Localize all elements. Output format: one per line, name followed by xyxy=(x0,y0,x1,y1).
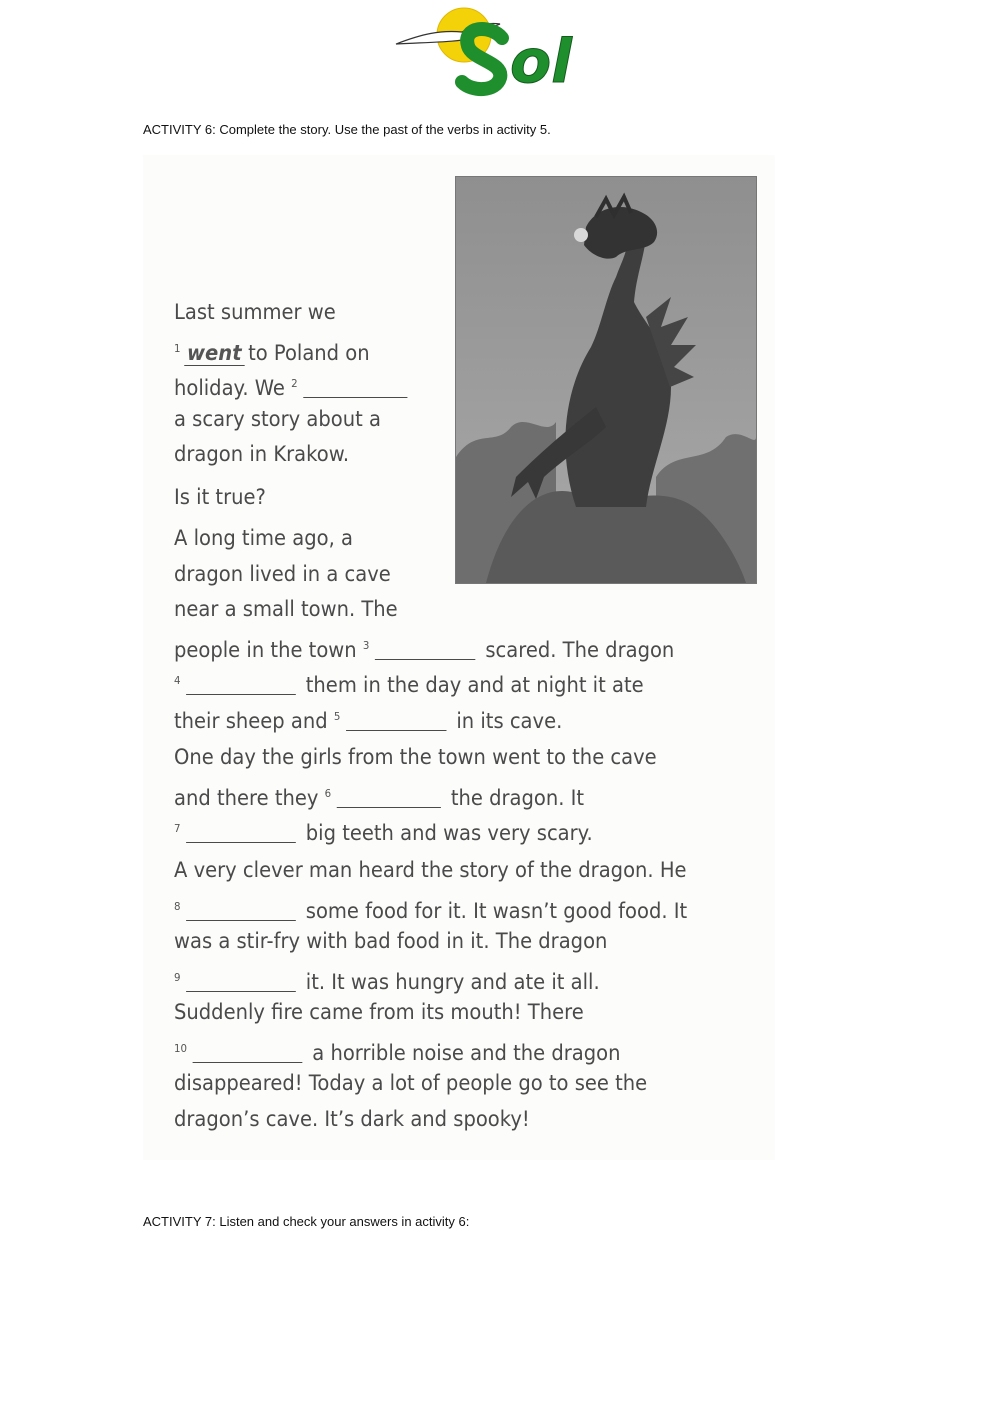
story-line: dragon lived in a cave xyxy=(174,561,391,586)
story-line: disappeared! Today a lot of people go to see the xyxy=(174,1071,648,1095)
line-text: scared. The dragon xyxy=(485,637,675,662)
story-line: A long time ago, a xyxy=(174,526,353,550)
story-line xyxy=(174,960,687,996)
answer-blank-8[interactable] xyxy=(186,898,296,921)
line-text: a horrible noise and the dragon xyxy=(312,1040,621,1065)
story-line xyxy=(174,331,411,367)
line-text: people in the town xyxy=(174,637,357,662)
story-line xyxy=(174,1031,687,1067)
story-line: near a small town. The xyxy=(174,597,398,621)
story-line xyxy=(174,663,674,699)
gap-number: 1 xyxy=(174,341,181,355)
gap-number: 3 xyxy=(362,638,370,652)
line-text: some food for it. It wasn’t good food. It xyxy=(305,898,688,923)
example-answer: went xyxy=(184,341,244,366)
answer-blank-10[interactable] xyxy=(193,1040,303,1063)
story-line: was a stir-fry with bad food in it. The dragon xyxy=(174,929,608,953)
answer-blank-9[interactable] xyxy=(186,969,296,992)
story-line xyxy=(174,889,687,925)
answer-blank-2[interactable] xyxy=(303,375,407,398)
story-line xyxy=(174,366,411,402)
line-text: holiday. We xyxy=(174,376,285,400)
story-line xyxy=(174,776,657,812)
gap-number: 9 xyxy=(174,970,181,984)
story-line: dragon in Krakow. xyxy=(174,442,350,466)
story-block-3 xyxy=(174,521,674,734)
sol-logo xyxy=(392,2,607,102)
story-line: a scary story about a xyxy=(174,406,381,431)
gap-number: 8 xyxy=(174,899,181,913)
gap-number: 10 xyxy=(174,1041,188,1055)
story-line: Last summer we xyxy=(174,300,336,324)
line-text: and there they xyxy=(174,785,319,810)
gap-number: 5 xyxy=(333,709,341,723)
story-block-1 xyxy=(174,295,411,473)
activity-6-heading: ACTIVITY 6: Complete the story. Use the past of the verbs in activity 5. xyxy=(143,122,551,137)
gap-number: 4 xyxy=(174,674,181,687)
gap-number: 6 xyxy=(324,786,332,800)
gap-number: 2 xyxy=(291,377,298,390)
story-line xyxy=(174,699,674,735)
story-block-5 xyxy=(174,853,687,1137)
gap-number: 7 xyxy=(174,822,181,835)
answer-blank-4[interactable] xyxy=(186,672,296,695)
line-text: big teeth and was very scary. xyxy=(305,821,593,845)
line-text: them in the day and at night it ate xyxy=(305,673,644,697)
story-line xyxy=(174,811,657,847)
line-text: it. It was hungry and ate it all. xyxy=(305,969,600,994)
activity-7-heading: ACTIVITY 7: Listen and check your answers in activity 6: xyxy=(143,1214,470,1229)
answer-blank-5[interactable] xyxy=(346,708,446,731)
answer-blank-7[interactable] xyxy=(186,820,296,843)
story-line: dragon’s cave. It’s dark and spooky! xyxy=(174,1106,530,1131)
story-line xyxy=(174,628,674,664)
line-text: in its cave. xyxy=(456,708,563,733)
story-line: Suddenly fire came from its mouth! There xyxy=(174,1000,584,1024)
answer-blank-3[interactable] xyxy=(375,637,475,660)
story-block-4 xyxy=(174,740,657,847)
story-line: One day the girls from the town went to the cave xyxy=(174,745,657,769)
answer-blank-6[interactable] xyxy=(337,785,441,808)
story-block-2 xyxy=(174,480,266,516)
story-line: Is it true? xyxy=(174,485,266,509)
logo-text: ol xyxy=(510,27,572,97)
line-text: the dragon. It xyxy=(450,785,585,810)
story-line: A very clever man heard the story of the dragon. He xyxy=(174,858,687,882)
line-text: to Poland on xyxy=(248,340,370,365)
line-text: their sheep and xyxy=(174,708,328,733)
